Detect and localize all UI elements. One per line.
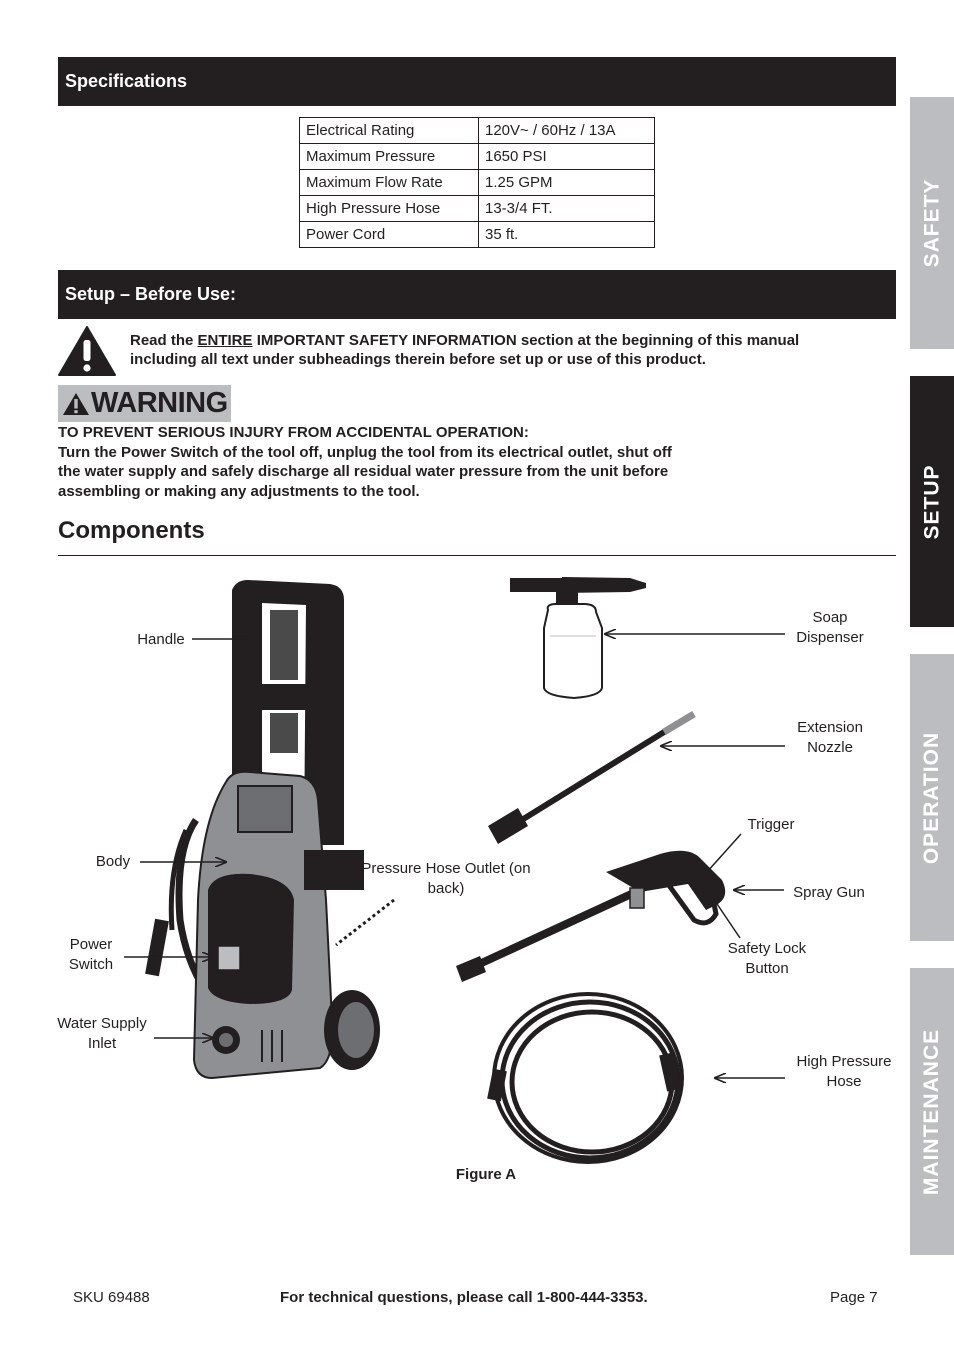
tab-operation[interactable]: [910, 654, 954, 941]
warning-heading: TO PREVENT SERIOUS INJURY FROM ACCIDENTAL OPERATION:: [58, 424, 529, 441]
notice-text: IMPORTANT SAFETY INFORMATION section at the beginning of this manual including all text under subheadings therein before set up or use of this product.: [130, 332, 800, 368]
spec-value: 1.25 GPM: [479, 170, 655, 196]
tab-maintenance[interactable]: [910, 968, 954, 1255]
spec-value: 1650 PSI: [479, 144, 655, 170]
notice-emphasis: ENTIRE: [197, 332, 253, 349]
label-pressure-hose-outlet: Pressure Hose Outlet (on back): [361, 860, 531, 897]
table-row: [300, 118, 655, 144]
notice-text: Read the: [130, 332, 198, 349]
high-pressure-hose-illustration: [494, 994, 682, 1162]
label-safety-lock-button: Safety Lock Button: [727, 940, 807, 977]
spec-label: Maximum Pressure: [300, 144, 479, 170]
label-soap-dispenser: Soap Dispenser: [796, 609, 864, 646]
warning-triangle-icon: [61, 391, 91, 417]
alert-triangle-icon: [57, 325, 117, 377]
footer-support: For technical questions, please call 1-800-444-3353.: [280, 1289, 648, 1306]
spec-value: 13-3/4 FT.: [479, 196, 655, 222]
spec-label: Electrical Rating: [300, 118, 479, 144]
spec-value: 35 ft.: [479, 222, 655, 248]
warning-body: Turn the Power Switch of the tool off, unplug the tool from its electrical outlet, shut off the water supply and safely discharge all residual water pressure from the unit before assembling or making any adjustments to the tool.: [58, 443, 672, 500]
spec-label: Maximum Flow Rate: [300, 170, 479, 196]
footer-sku: SKU 69488: [73, 1289, 150, 1306]
components-divider: [58, 555, 896, 556]
specifications-header: [58, 57, 896, 106]
tab-setup[interactable]: [910, 376, 954, 627]
tab-label: SAFETY: [920, 178, 943, 268]
soap-dispenser-illustration: [510, 577, 646, 698]
table-row: [300, 196, 655, 222]
spec-label: High Pressure Hose: [300, 196, 479, 222]
table-row: [300, 170, 655, 196]
setup-title: Setup – Before Use:: [65, 284, 237, 304]
extension-nozzle-illustration: [488, 714, 694, 844]
pressure-washer-illustration: [152, 580, 380, 1078]
label-handle: Handle: [137, 631, 185, 648]
label-body: Body: [95, 853, 131, 870]
tab-safety[interactable]: [910, 97, 954, 349]
specifications-table: [299, 117, 655, 248]
tab-label: SETUP: [920, 463, 944, 540]
label-high-pressure-hose: High Pressure Hose: [796, 1053, 892, 1090]
table-row: [300, 144, 655, 170]
warning-text: [58, 423, 678, 501]
tab-label: MAINTENANCE: [920, 1028, 944, 1195]
tab-label: OPERATION: [920, 731, 944, 864]
components-title: Components: [58, 517, 205, 544]
safety-notice: [130, 331, 830, 369]
table-row: [300, 222, 655, 248]
figure-caption: Figure A: [455, 1166, 517, 1183]
footer-page-number: Page 7: [830, 1289, 878, 1306]
label-extension-nozzle: Extension Nozzle: [797, 719, 863, 756]
spec-value: 120V~ / 60Hz / 13A: [479, 118, 655, 144]
label-power-switch: Power Switch: [68, 936, 114, 973]
warning-badge: [58, 385, 231, 422]
specifications-title: Specifications: [65, 71, 188, 91]
warning-label: WARNING: [91, 387, 228, 419]
spec-label: Power Cord: [300, 222, 479, 248]
label-trigger: Trigger: [747, 816, 795, 833]
label-water-supply-inlet: Water Supply Inlet: [57, 1015, 147, 1052]
label-spray-gun: Spray Gun: [793, 884, 865, 901]
setup-header: [58, 270, 896, 319]
